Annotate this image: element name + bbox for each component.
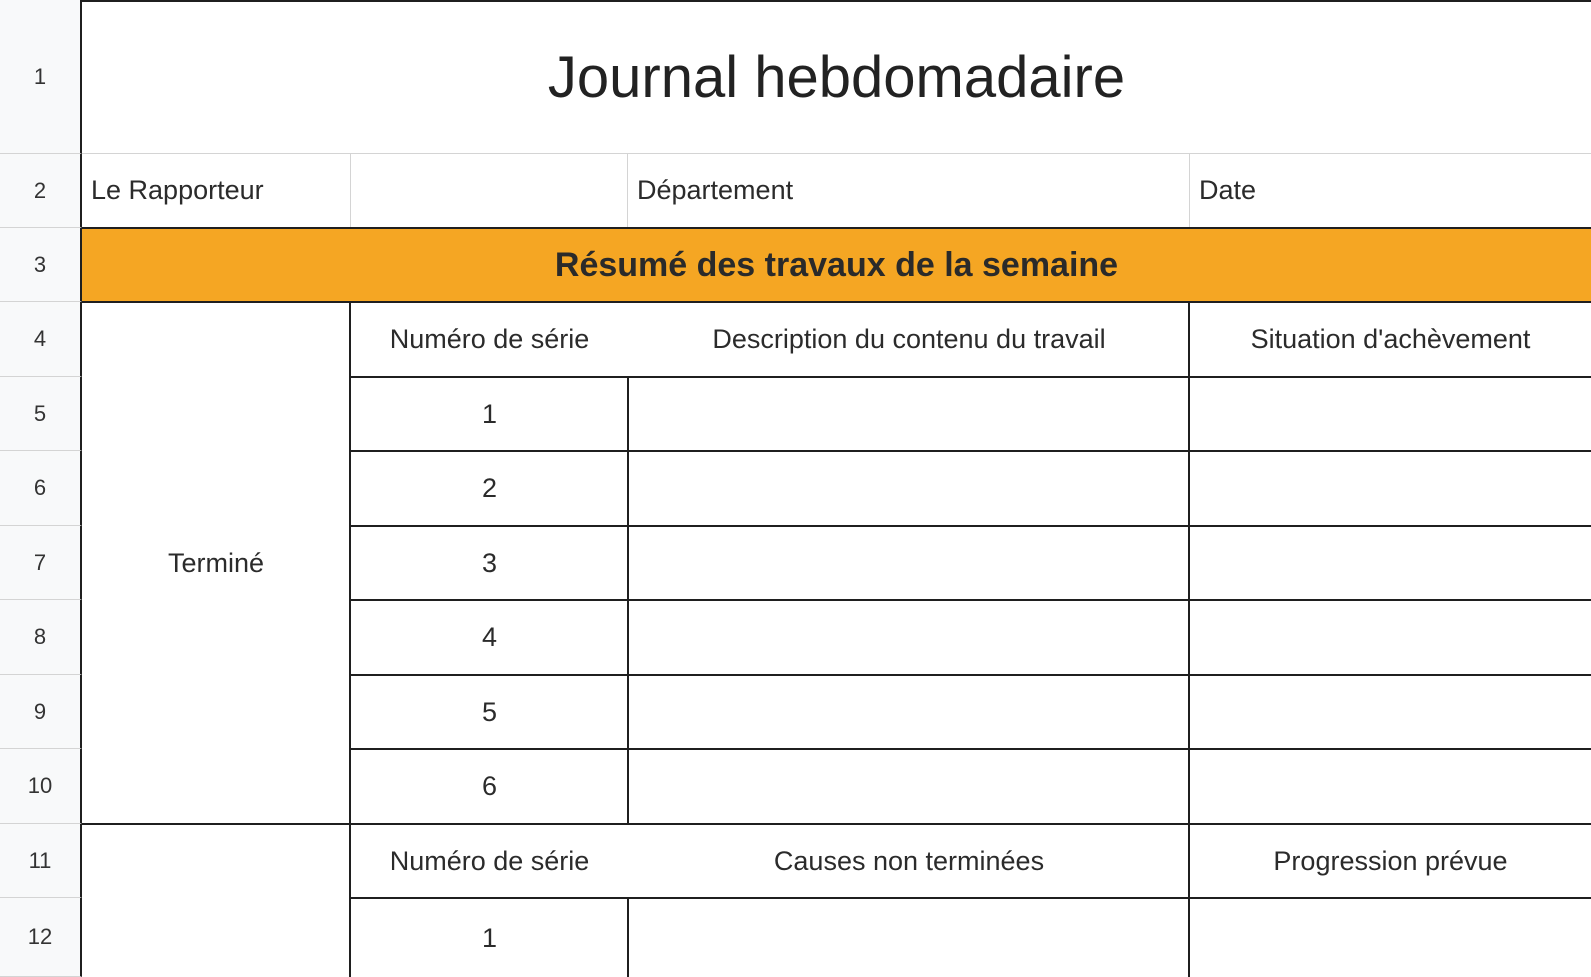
planned-progress-cell-1[interactable] [1188,899,1591,977]
incomplete-serial-header[interactable]: Numéro de série [349,825,628,899]
title-cell[interactable]: Journal hebdomadaire [82,2,1591,154]
description-cell-2[interactable] [627,452,1190,527]
incomplete-label-cell[interactable] [82,825,350,977]
row-header-7[interactable]: 7 [0,526,82,600]
serial-cell-5[interactable]: 5 [349,676,628,750]
row-header-1[interactable]: 1 [0,0,82,154]
reporter-value-cell[interactable] [350,154,627,228]
description-cell-4[interactable] [627,601,1190,676]
status-cell-6[interactable] [1188,750,1591,825]
work-description-header[interactable]: Description du contenu du travail [628,303,1190,378]
completed-label-cell[interactable]: Terminé [82,303,350,825]
row-header-4[interactable]: 4 [0,302,82,377]
serial-cell-1[interactable]: 1 [349,378,628,452]
serial-cell-3[interactable]: 3 [349,527,628,601]
planned-progress-header[interactable]: Progression prévue [1188,825,1591,899]
row-header-10[interactable]: 10 [0,749,82,824]
row-header-5[interactable]: 5 [0,377,82,451]
serial-cell-6[interactable]: 6 [349,750,628,825]
incomplete-causes-header[interactable]: Causes non terminées [628,825,1190,899]
description-cell-3[interactable] [627,527,1190,601]
reporter-label-cell[interactable]: Le Rapporteur [82,154,350,228]
serial-cell-2[interactable]: 2 [349,452,628,527]
serial-cell-4[interactable]: 4 [349,601,628,676]
completion-status-header[interactable]: Situation d'achèvement [1188,303,1591,378]
incomplete-serial-cell-1[interactable]: 1 [349,899,628,977]
row-header-2[interactable]: 2 [0,154,82,228]
incomplete-causes-cell-1[interactable] [627,899,1190,977]
row-header-6[interactable]: 6 [0,451,82,526]
date-label-cell[interactable]: Date [1189,154,1591,228]
row-header-8[interactable]: 8 [0,600,82,675]
status-cell-3[interactable] [1188,527,1591,601]
department-label-cell[interactable]: Département [627,154,1189,228]
status-cell-1[interactable] [1188,378,1591,452]
description-cell-6[interactable] [627,750,1190,825]
description-cell-5[interactable] [627,676,1190,750]
row-header-12[interactable]: 12 [0,898,82,977]
description-cell-1[interactable] [627,378,1190,452]
row-header-3[interactable]: 3 [0,228,82,302]
serial-number-header[interactable]: Numéro de série [349,303,628,378]
row-header-11[interactable]: 11 [0,824,82,898]
row-header-9[interactable]: 9 [0,675,82,749]
status-cell-5[interactable] [1188,676,1591,750]
status-cell-4[interactable] [1188,601,1591,676]
status-cell-2[interactable] [1188,452,1591,527]
weekly-summary-banner[interactable]: Résumé des travaux de la semaine [82,227,1591,303]
